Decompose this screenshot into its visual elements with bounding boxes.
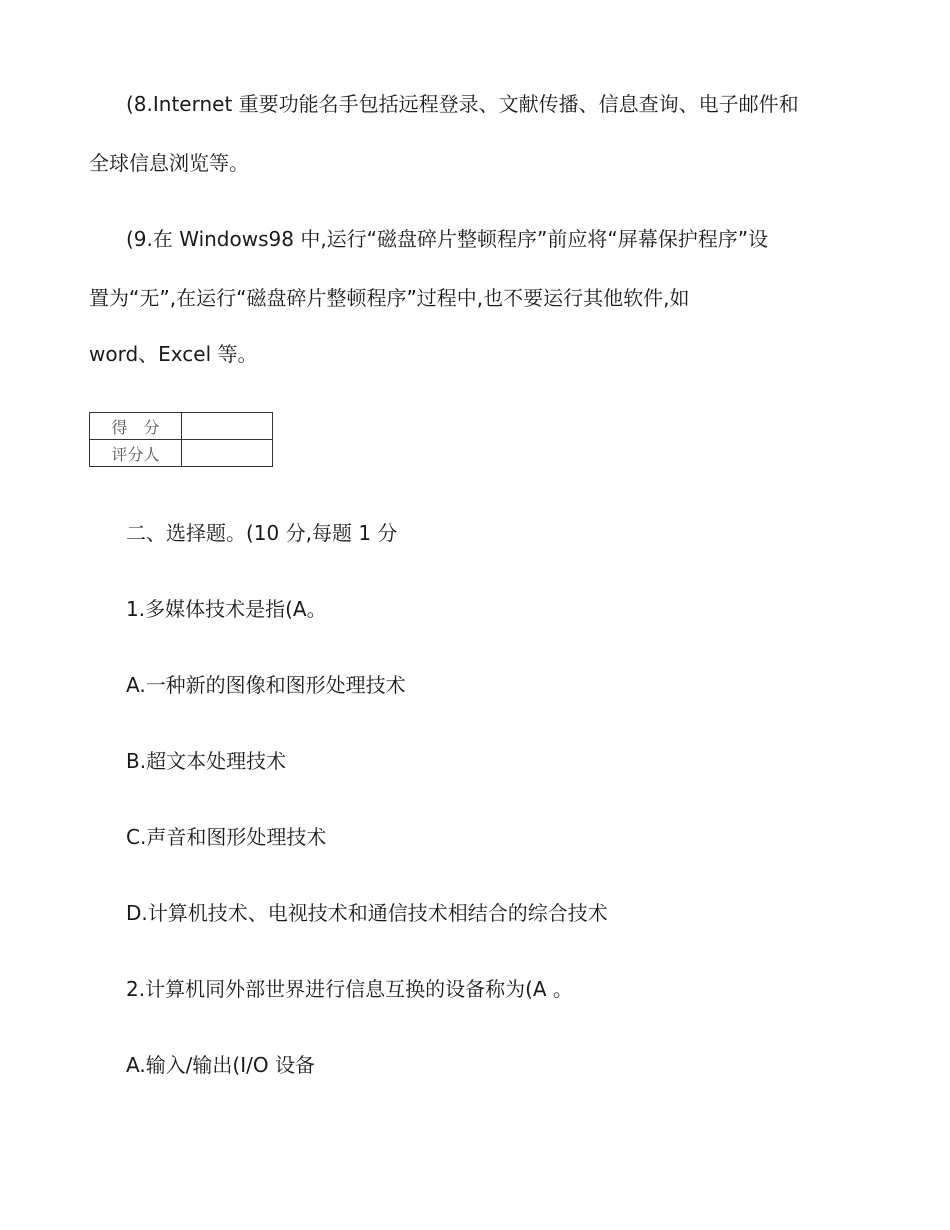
question-1-option-d: D.计算机技术、电视技术和通信技术相结合的综合技术: [126, 901, 608, 925]
grader-value-cell: [182, 440, 273, 467]
paragraph-9-line-1: (9.在 Windows98 中,运行“磁盘碎片整顿程序”前应将“屏幕保护程序”设: [126, 227, 769, 251]
score-row: [90, 413, 273, 440]
question-1-option-a: A.一种新的图像和图形处理技术: [126, 673, 406, 697]
question-1: 1.多媒体技术是指(A。: [126, 597, 327, 621]
question-2: 2.计算机同外部世界进行信息互换的设备称为(A 。: [126, 977, 573, 1001]
score-label: 得 分: [90, 413, 182, 440]
grader-row: [90, 440, 273, 467]
grader-label: 评分人: [90, 440, 182, 467]
question-1-option-c: C.声音和图形处理技术: [126, 825, 327, 849]
question-2-option-a: A.输入/输出(I/O 设备: [126, 1053, 315, 1077]
paragraph-9-line-2: 置为“无”,在运行“磁盘碎片整顿程序”过程中,也不要运行其他软件,如: [89, 286, 690, 310]
question-1-option-b: B.超文本处理技术: [126, 749, 287, 773]
score-value-cell: [182, 413, 273, 440]
score-table: [89, 412, 273, 467]
section-heading: 二、选择题。(10 分,每题 1 分: [126, 521, 398, 545]
paragraph-8-line-2: 全球信息浏览等。: [89, 151, 249, 175]
paragraph-8-line-1: (8.Internet 重要功能名手包括远程登录、文献传播、信息查询、电子邮件和: [126, 92, 799, 116]
paragraph-9-line-3: word、Excel 等。: [89, 342, 258, 366]
